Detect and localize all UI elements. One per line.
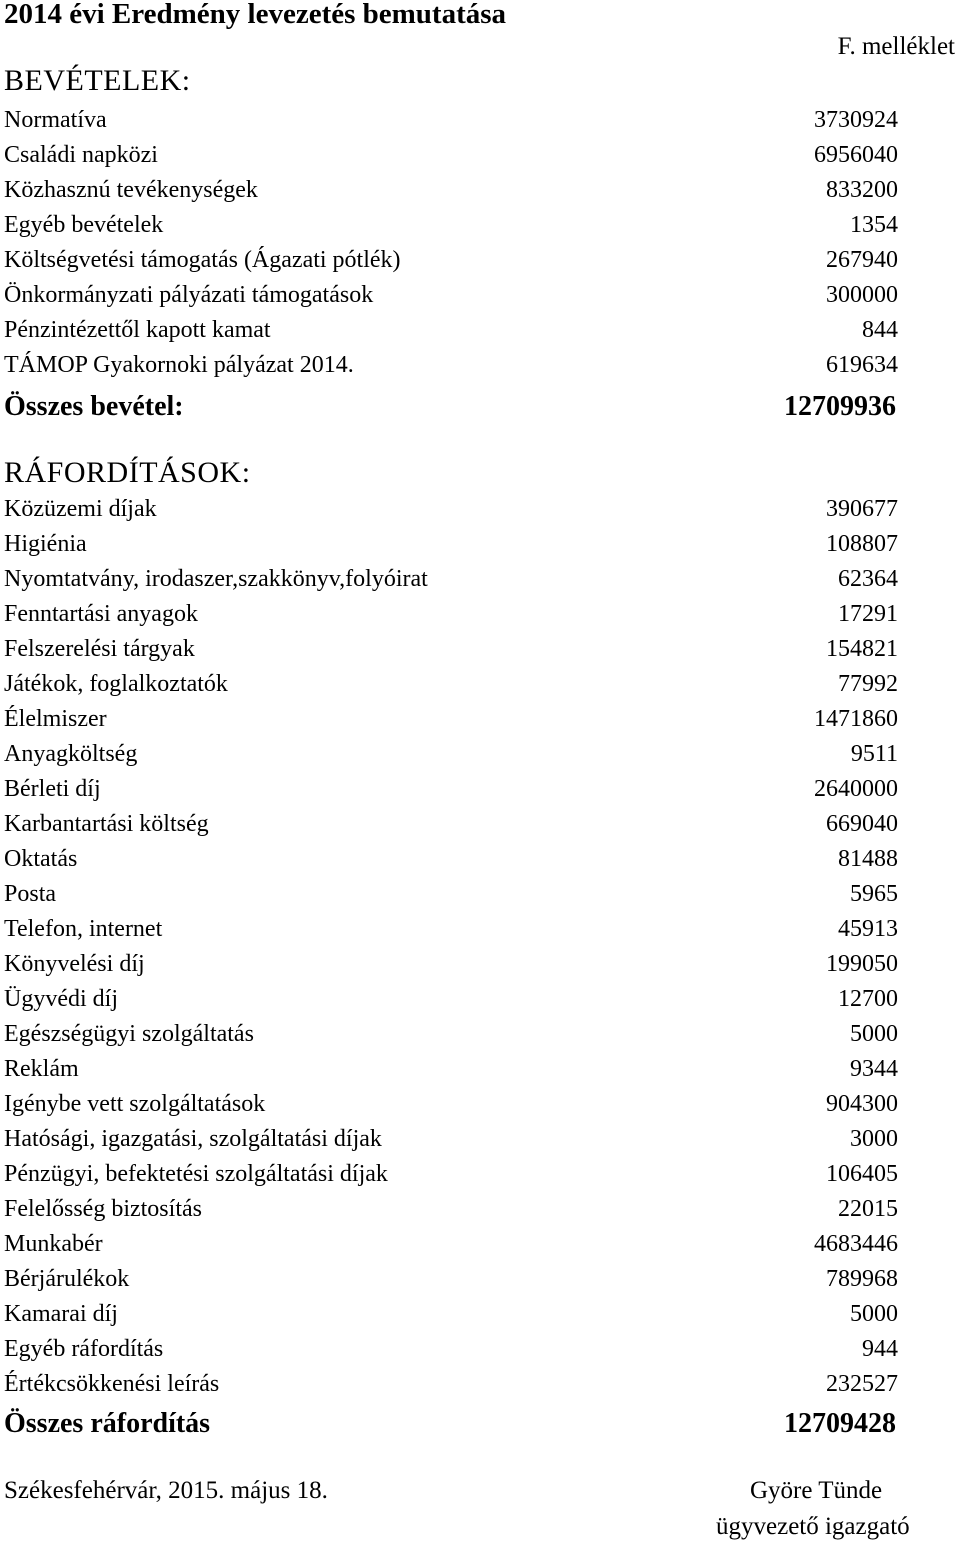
- expenses-row: [0, 772, 960, 807]
- expenses-row-label: Kamarai díj: [4, 1301, 118, 1327]
- expenses-row-label: Játékok, foglalkoztatók: [4, 671, 228, 697]
- expenses-row: [0, 807, 960, 842]
- expenses-heading: RÁFORDÍTÁSOK:: [4, 456, 251, 489]
- expenses-row-value: 108807: [826, 531, 898, 557]
- expenses-row-label: Reklám: [4, 1056, 79, 1082]
- income-row: [0, 278, 960, 313]
- expenses-row-label: Pénzügyi, befektetési szolgáltatási díjak: [4, 1161, 388, 1187]
- expenses-row: [0, 842, 960, 877]
- income-total-label: Összes bevétel:: [4, 391, 184, 422]
- expenses-row-value: 5000: [850, 1021, 898, 1047]
- expenses-row: [0, 632, 960, 667]
- income-row: [0, 138, 960, 173]
- signer-name: Györe Tünde: [750, 1477, 883, 1504]
- expenses-row: [0, 982, 960, 1017]
- income-total-value: 12709936: [784, 391, 896, 422]
- expenses-row-label: Hatósági, igazgatási, szolgáltatási díjak: [4, 1126, 382, 1152]
- expenses-row-label: Telefon, internet: [4, 916, 163, 942]
- expenses-row-value: 62364: [838, 566, 898, 592]
- expenses-row-value: 944: [862, 1336, 898, 1362]
- expenses-row-label: Egyéb ráfordítás: [4, 1336, 164, 1362]
- expenses-row: [0, 1262, 960, 1297]
- page-title: 2014 évi Eredmény levezetés bemutatása: [4, 0, 507, 30]
- expenses-row-label: Felszerelési tárgyak: [4, 636, 195, 662]
- expenses-row-value: 3000: [850, 1126, 898, 1152]
- expenses-row-value: 154821: [826, 636, 898, 662]
- income-row-label: Családi napközi: [4, 142, 158, 168]
- expenses-row-label: Egészségügyi szolgáltatás: [4, 1021, 254, 1047]
- expenses-row: [0, 562, 960, 597]
- expenses-row-value: 12700: [838, 986, 898, 1012]
- expenses-row-value: 232527: [826, 1371, 898, 1397]
- footer-place-date: Székesfehérvár, 2015. május 18.: [4, 1477, 328, 1504]
- income-row: [0, 243, 960, 278]
- expenses-row: [0, 1017, 960, 1052]
- income-row-label: Közhasznú tevékenységek: [4, 177, 258, 203]
- expenses-row: [0, 1192, 960, 1227]
- expenses-row-label: Élelmiszer: [4, 706, 107, 732]
- expenses-row-label: Munkabér: [4, 1231, 103, 1257]
- expenses-row-value: 45913: [838, 916, 898, 942]
- expenses-row-value: 5000: [850, 1301, 898, 1327]
- income-list: [0, 103, 960, 383]
- expenses-row-value: 1471860: [814, 706, 898, 732]
- expenses-row: [0, 1332, 960, 1367]
- expenses-row-label: Higiénia: [4, 531, 87, 557]
- income-row-value: 300000: [826, 282, 898, 308]
- expenses-row-label: Oktatás: [4, 846, 78, 872]
- income-row-label: Normatíva: [4, 107, 107, 133]
- income-row: [0, 208, 960, 243]
- expenses-row-label: Ügyvédi díj: [4, 986, 118, 1012]
- expenses-row: [0, 1052, 960, 1087]
- expenses-row-label: Bérjárulékok: [4, 1266, 130, 1292]
- expenses-row: [0, 737, 960, 772]
- expenses-row-value: 669040: [826, 811, 898, 837]
- expenses-row-label: Igénybe vett szolgáltatások: [4, 1091, 266, 1117]
- expenses-row: [0, 597, 960, 632]
- expenses-total-row: [0, 1404, 960, 1444]
- expenses-row: [0, 1227, 960, 1262]
- expenses-row-label: Fenntartási anyagok: [4, 601, 198, 627]
- income-row-label: Önkormányzati pályázati támogatások: [4, 282, 374, 308]
- expenses-row-value: 9511: [850, 741, 898, 767]
- expenses-row-value: 4683446: [814, 1231, 898, 1257]
- expenses-row: [0, 1297, 960, 1332]
- income-row-value: 1354: [850, 212, 898, 238]
- expenses-row: [0, 1122, 960, 1157]
- expenses-row-label: Értékcsökkenési leírás: [4, 1371, 220, 1397]
- income-total-row: [0, 387, 960, 427]
- expenses-row-label: Felelősség biztosítás: [4, 1196, 202, 1222]
- expenses-row: [0, 912, 960, 947]
- income-row-label: Pénzintézettől kapott kamat: [4, 317, 271, 343]
- income-heading: BEVÉTELEK:: [4, 64, 191, 97]
- expenses-row-label: Anyagköltség: [4, 741, 138, 767]
- expenses-row-value: 5965: [850, 881, 898, 907]
- expenses-row-value: 81488: [838, 846, 898, 872]
- expenses-total-label: Összes ráfordítás: [4, 1408, 211, 1439]
- expenses-row-label: Karbantartási költség: [4, 811, 209, 837]
- income-row-label: Költségvetési támogatás (Ágazati pótlék): [4, 247, 401, 273]
- income-row-value: 3730924: [814, 107, 898, 133]
- expenses-row-label: Posta: [4, 881, 57, 907]
- expenses-row: [0, 1367, 960, 1402]
- income-row-value: 844: [862, 317, 898, 343]
- expenses-row-value: 9344: [850, 1056, 898, 1082]
- income-row: [0, 313, 960, 348]
- income-row: [0, 173, 960, 208]
- expenses-row-value: 199050: [826, 951, 898, 977]
- income-row: [0, 103, 960, 138]
- expenses-row-value: 22015: [838, 1196, 898, 1222]
- income-row-label: Egyéb bevételek: [4, 212, 164, 238]
- expenses-row-label: Közüzemi díjak: [4, 496, 157, 522]
- expenses-row: [0, 1087, 960, 1122]
- income-row-value: 6956040: [814, 142, 898, 168]
- expenses-row: [0, 492, 960, 527]
- expenses-row: [0, 667, 960, 702]
- expenses-row-value: 789968: [826, 1266, 898, 1292]
- expenses-row: [0, 702, 960, 737]
- expenses-total-value: 12709428: [784, 1408, 896, 1439]
- income-row-value: 619634: [826, 352, 898, 378]
- income-row-value: 267940: [826, 247, 898, 273]
- income-row: [0, 348, 960, 383]
- expenses-row-label: Nyomtatvány, irodaszer,szakkönyv,folyóirat: [4, 566, 428, 592]
- expenses-row: [0, 527, 960, 562]
- expenses-row-value: 77992: [838, 671, 898, 697]
- expenses-row-value: 106405: [826, 1161, 898, 1187]
- expenses-row-value: 904300: [826, 1091, 898, 1117]
- income-row-label: TÁMOP Gyakornoki pályázat 2014.: [4, 352, 354, 378]
- income-row-value: 833200: [826, 177, 898, 203]
- annex-label: F. melléklet: [837, 33, 955, 60]
- expenses-row: [0, 947, 960, 982]
- expenses-row: [0, 877, 960, 912]
- expenses-row-label: Könyvelési díj: [4, 951, 145, 977]
- expenses-list: [0, 492, 960, 1402]
- expenses-row: [0, 1157, 960, 1192]
- expenses-row-value: 17291: [838, 601, 898, 627]
- expenses-row-label: Bérleti díj: [4, 776, 101, 802]
- expenses-row-value: 2640000: [814, 776, 898, 802]
- signer-title: ügyvezető igazgató: [716, 1513, 910, 1540]
- expenses-row-value: 390677: [826, 496, 898, 522]
